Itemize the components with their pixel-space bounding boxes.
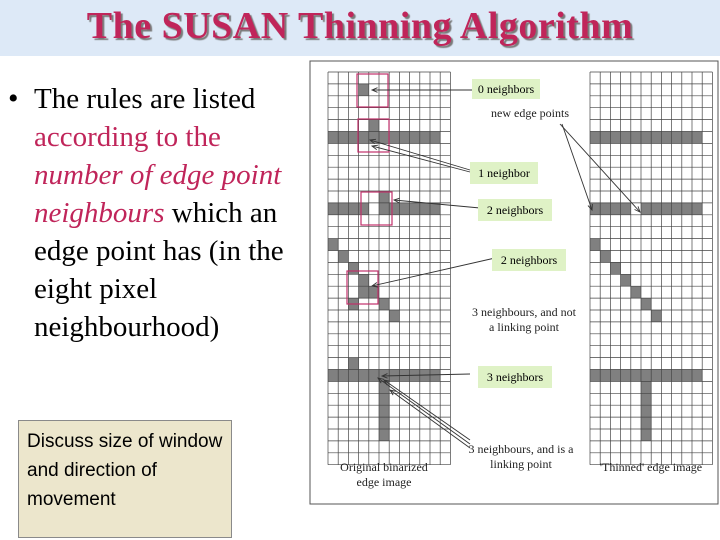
edge-pixel [420,132,430,144]
edge-pixel [389,132,399,144]
edge-pixel [631,370,641,382]
edge-pixel [590,239,600,251]
edge-pixel [410,132,420,144]
edge-pixel [359,274,369,286]
edge-pixel [379,132,389,144]
edge-pixel [600,251,610,263]
edge-pixel [379,405,389,417]
edge-pixel [641,370,651,382]
label-0-neighbors: 0 neighbors [472,79,540,99]
edge-pixel [328,239,338,251]
edge-pixel [651,132,661,144]
edge-pixel [389,310,399,322]
edge-pixel [682,132,692,144]
edge-pixel [379,298,389,310]
edge-pixel [359,132,369,144]
label-1-neighbor: 1 neighbor [470,162,538,184]
edge-pixel [430,203,440,215]
annotation-not-linking-point: 3 neighbours, and not a linking point [472,305,576,334]
annotation-original-image: Original binarized edge image [340,460,428,489]
edge-pixel [631,132,641,144]
edge-pixel [682,370,692,382]
edge-pixel [641,298,651,310]
edge-pixel [641,417,651,429]
edge-pixel [369,370,379,382]
edge-pixel [379,429,389,441]
edge-pixel [328,203,338,215]
edge-pixel [379,203,389,215]
bullet-text-part3: number of edge point neighbours [34,159,282,229]
edge-pixel [348,358,358,370]
edge-pixel [641,405,651,417]
edge-pixel [641,393,651,405]
bullet-text-part1: The rules are listed [34,83,256,115]
edge-pixel [430,132,440,144]
edge-pixel [338,370,348,382]
edge-pixel [420,203,430,215]
label-2-neighbors-b: 2 neighbors [492,249,566,271]
label-3-neighbors: 3 neighbors [478,366,552,388]
edge-pixel [338,132,348,144]
edge-pixel [430,370,440,382]
edge-pixel [641,381,651,393]
edge-pixel [621,203,631,215]
edge-pixel [641,132,651,144]
edge-pixel [692,203,702,215]
edge-pixel [651,203,661,215]
label-2-neighbors-a: 2 neighbors [478,199,552,221]
edge-pixel [590,370,600,382]
edge-pixel [672,203,682,215]
edge-pixel [348,262,358,274]
edge-pixel [348,132,358,144]
edge-pixel [672,132,682,144]
annotation-new-edge-points: new edge points [491,106,569,120]
slide-title: The SUSAN Thinning Algorithm [86,5,634,47]
edge-pixel [348,370,358,382]
edge-pixel [399,132,409,144]
edge-pixel [338,203,348,215]
edge-pixel [590,132,600,144]
edge-pixel [641,429,651,441]
annotation-linking-point: 3 neighbours, and is a linking point [468,442,574,471]
edge-pixel [359,370,369,382]
edge-pixel [661,370,671,382]
annotation-thinned-image: 'Thinned' edge image [599,460,703,474]
edge-pixel [610,370,620,382]
edge-pixel [651,310,661,322]
edge-pixel [328,370,338,382]
edge-pixel [621,132,631,144]
edge-pixel [379,393,389,405]
edge-pixel [641,203,651,215]
note-box: Discuss size of window and direction of movement [18,420,232,538]
edge-pixel [661,132,671,144]
edge-pixel [399,203,409,215]
edge-pixel [338,251,348,263]
edge-pixel [600,132,610,144]
edge-pixel [359,84,369,96]
edge-pixel [600,203,610,215]
edge-pixel [379,417,389,429]
bullet-text-part2: according to the [34,121,221,153]
edge-pixel [621,370,631,382]
edge-pixel [379,381,389,393]
edge-pixel [410,203,420,215]
edge-pixel [621,274,631,286]
edge-pixel [661,203,671,215]
edge-pixel [600,370,610,382]
edge-pixel [610,262,620,274]
bullet-marker: • [8,82,19,115]
edge-pixel [610,132,620,144]
edge-pixel [692,370,702,382]
edge-pixel [682,203,692,215]
edge-pixel [369,120,379,132]
edge-pixel [610,203,620,215]
edge-pixel [631,286,641,298]
edge-pixel [328,132,338,144]
edge-pixel [348,203,358,215]
edge-pixel [389,203,399,215]
edge-pixel [379,191,389,203]
edge-pixel [692,132,702,144]
edge-pixel [359,203,369,215]
edge-pixel [672,370,682,382]
edge-pixel [359,286,369,298]
edge-pixel [651,370,661,382]
bullet-text-part4: which an edge point has (in the eight pixel neighbourhood) [34,197,284,343]
